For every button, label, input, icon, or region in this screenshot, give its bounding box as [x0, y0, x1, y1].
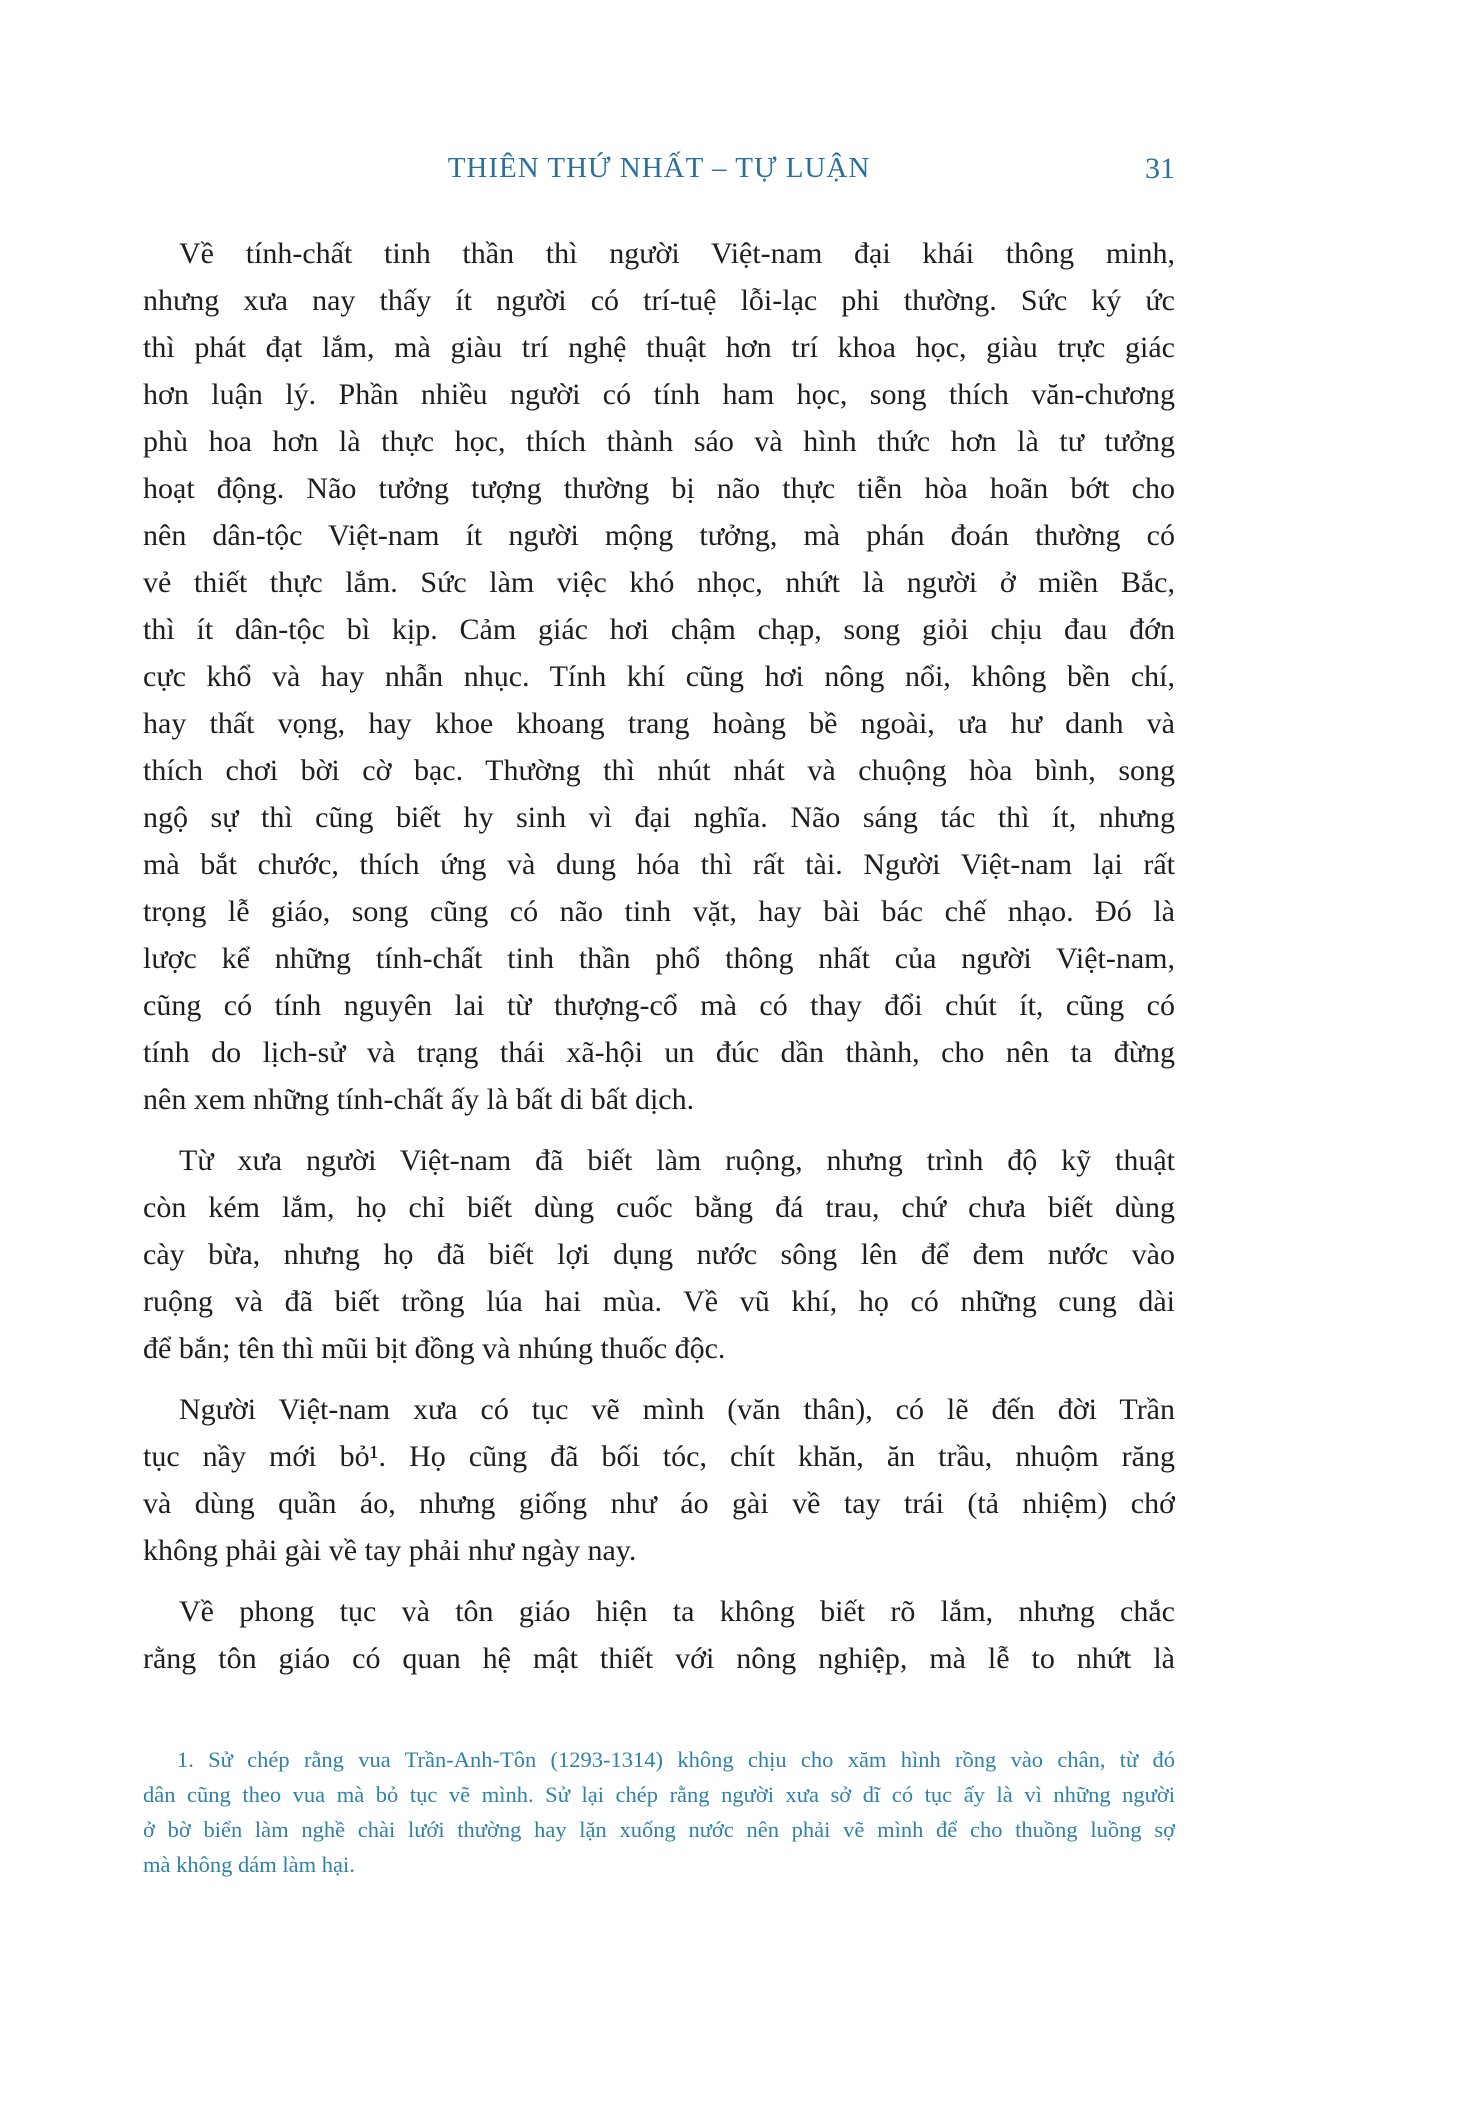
text-line: nên dân-tộc Việt-nam ít người mộng tưởng, mà phán đoán thường có	[143, 519, 1175, 552]
text-line: thì ít dân-tộc bì kịp. Cảm giác hơi chậm chạp, song giỏi chịu đau đớn	[143, 613, 1175, 646]
text-line: Về tính-chất tinh thần thì người Việt-nam đại khái thông minh,	[179, 237, 1175, 270]
text-line: dân cũng theo vua mà bỏ tục vẽ mình. Sử lại chép rằng người xưa sở dĩ có tục ấy là vì những người	[143, 1782, 1175, 1807]
page-number: 31	[1145, 152, 1175, 185]
paragraph-2	[143, 1137, 1175, 1372]
text-line: phù hoa hơn là thực học, thích thành sáo và hình thức hơn là tư tưởng	[143, 425, 1175, 458]
text-line: lược kể những tính-chất tinh thần phổ thông nhất của người Việt-nam,	[143, 942, 1175, 975]
footnote	[143, 1742, 1175, 1882]
text-line: thích chơi bời cờ bạc. Thường thì nhút nhát và chuộng hòa bình, song	[143, 754, 1175, 787]
text-line: tục nầy mới bỏ¹. Họ cũng đã bối tóc, chít khăn, ăn trầu, nhuộm răng	[143, 1440, 1175, 1473]
text-line: trọng lễ giáo, song cũng có não tinh vặt, hay bài bác chế nhạo. Đó là	[143, 895, 1175, 928]
text-line: cũng có tính nguyên lai từ thượng-cổ mà có thay đổi chút ít, cũng có	[143, 989, 1175, 1022]
text-line: để bắn; tên thì mũi bịt đồng và nhúng thuốc độc.	[143, 1332, 726, 1365]
text-line: không phải gài về tay phải như ngày nay.	[143, 1534, 637, 1567]
text-line: nhưng xưa nay thấy ít người có trí-tuệ lỗi-lạc phi thường. Sức ký ức	[143, 284, 1175, 317]
text-line: và dùng quần áo, nhưng giống như áo gài về tay trái (tả nhiệm) chớ	[143, 1487, 1175, 1520]
text-line: hoạt động. Não tưởng tượng thường bị não thực tiễn hòa hoãn bớt cho	[143, 472, 1175, 505]
text-line: cày bừa, nhưng họ đã biết lợi dụng nước sông lên để đem nước vào	[143, 1238, 1175, 1271]
text-line: Từ xưa người Việt-nam đã biết làm ruộng, nhưng trình độ kỹ thuật	[179, 1144, 1175, 1177]
page-header	[143, 152, 1175, 194]
text-line: rằng tôn giáo có quan hệ mật thiết với nông nghiệp, mà lễ to nhứt là	[143, 1642, 1175, 1675]
text-line: nên xem những tính-chất ấy là bất di bất dịch.	[143, 1083, 695, 1116]
text-line: mà không dám làm hại.	[143, 1852, 355, 1877]
text-line: thì phát đạt lắm, mà giàu trí nghệ thuật hơn trí khoa học, giàu trực giác	[143, 331, 1175, 364]
paragraph-1	[143, 230, 1175, 1123]
text-line: vẻ thiết thực lắm. Sức làm việc khó nhọc, nhứt là người ở miền Bắc,	[143, 566, 1175, 599]
text-line: mà bắt chước, thích ứng và dung hóa thì rất tài. Người Việt-nam lại rất	[143, 848, 1175, 881]
text-line: Về phong tục và tôn giáo hiện ta không biết rõ lắm, nhưng chắc	[179, 1595, 1175, 1628]
paragraph-4	[143, 1588, 1175, 1682]
text-line: 1. Sử chép rằng vua Trần-Anh-Tôn (1293-1314) không chịu cho xăm hình rồng vào chân, từ đó	[177, 1747, 1175, 1772]
text-line: còn kém lắm, họ chỉ biết dùng cuốc bằng đá trau, chứ chưa biết dùng	[143, 1191, 1175, 1224]
running-head-title: THIÊN THỨ NHẤT – TỰ LUẬN	[447, 152, 871, 184]
text-line: hay thất vọng, hay khoe khoang trang hoàng bề ngoài, ưa hư danh và	[143, 707, 1175, 740]
paragraph-3	[143, 1386, 1175, 1574]
body-text	[143, 230, 1175, 1682]
text-line: ngộ sự thì cũng biết hy sinh vì đại nghĩa. Não sáng tác thì ít, nhưng	[143, 801, 1175, 834]
text-line: Người Việt-nam xưa có tục vẽ mình (văn thân), có lẽ đến đời Trần	[179, 1393, 1175, 1426]
text-line: ruộng và đã biết trồng lúa hai mùa. Về vũ khí, họ có những cung dài	[143, 1285, 1175, 1318]
text-line: tính do lịch-sử và trạng thái xã-hội un đúc dần thành, cho nên ta đừng	[143, 1036, 1175, 1069]
text-line: hơn luận lý. Phần nhiều người có tính ham học, song thích văn-chương	[143, 378, 1175, 411]
text-line: ở bờ biển làm nghề chài lưới thường hay lặn xuống nước nên phải vẽ mình để cho thuồng luồng sợ	[143, 1817, 1175, 1842]
text-line: cực khổ và hay nhẫn nhục. Tính khí cũng hơi nông nổi, không bền chí,	[143, 660, 1175, 693]
